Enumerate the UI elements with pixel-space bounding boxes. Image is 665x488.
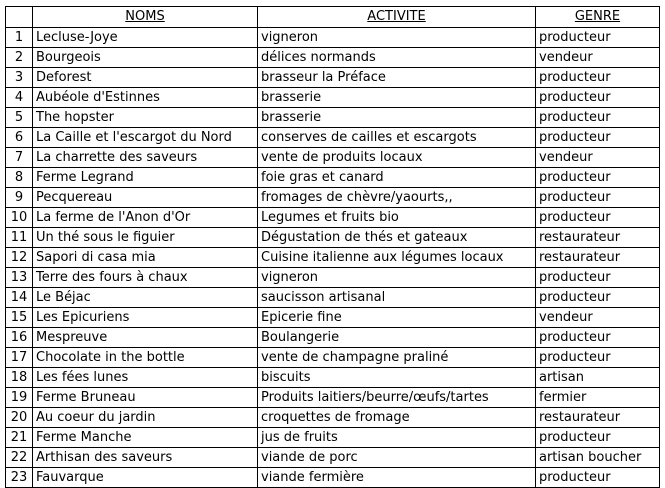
activite-cell[interactable]: Cuisine italienne aux légumes locaux <box>258 248 536 268</box>
genre-cell[interactable]: producteur <box>536 468 660 488</box>
table-row <box>6 268 660 288</box>
activite-cell[interactable]: conserves de cailles et escargots <box>258 128 536 148</box>
header-genre[interactable]: GENRE <box>536 7 660 28</box>
genre-cell[interactable]: producteur <box>536 268 660 288</box>
activite-cell[interactable]: brasseur la Préface <box>258 68 536 88</box>
row-number-cell[interactable]: 19 <box>6 388 33 408</box>
table-row <box>6 208 660 228</box>
row-number-cell[interactable]: 18 <box>6 368 33 388</box>
nom-cell[interactable]: Les Epicuriens <box>33 308 258 328</box>
table-row <box>6 68 660 88</box>
activite-cell[interactable]: biscuits <box>258 368 536 388</box>
table-row <box>6 28 660 48</box>
table-row <box>6 188 660 208</box>
nom-cell[interactable]: La Caille et l'escargot du Nord <box>33 128 258 148</box>
table-row <box>6 288 660 308</box>
genre-cell[interactable]: restaurateur <box>536 228 660 248</box>
nom-cell[interactable]: Fauvarque <box>33 468 258 488</box>
table-row <box>6 308 660 328</box>
table-row <box>6 48 660 68</box>
genre-cell[interactable]: producteur <box>536 288 660 308</box>
activite-cell[interactable]: vigneron <box>258 28 536 48</box>
genre-cell[interactable]: producteur <box>536 68 660 88</box>
table-row <box>6 248 660 268</box>
nom-cell[interactable]: Chocolate in the bottle <box>33 348 258 368</box>
nom-cell[interactable]: Un thé sous le figuier <box>33 228 258 248</box>
genre-cell[interactable]: producteur <box>536 328 660 348</box>
row-number-cell[interactable]: 21 <box>6 428 33 448</box>
nom-cell[interactable]: Arthisan des saveurs <box>33 448 258 468</box>
table-row <box>6 328 660 348</box>
table-row <box>6 368 660 388</box>
table-row <box>6 388 660 408</box>
nom-cell[interactable]: La ferme de l'Anon d'Or <box>33 208 258 228</box>
nom-cell[interactable]: Mespreuve <box>33 328 258 348</box>
row-number-cell[interactable]: 8 <box>6 168 33 188</box>
row-number-cell[interactable]: 1 <box>6 28 33 48</box>
nom-cell[interactable]: Ferme Bruneau <box>33 388 258 408</box>
nom-cell[interactable]: Bourgeois <box>33 48 258 68</box>
table-row <box>6 148 660 168</box>
genre-cell[interactable]: producteur <box>536 128 660 148</box>
activite-cell[interactable]: saucisson artisanal <box>258 288 536 308</box>
activite-cell[interactable]: Dégustation de thés et gateaux <box>258 228 536 248</box>
row-number-cell[interactable]: 7 <box>6 148 33 168</box>
activite-cell[interactable]: brasserie <box>258 108 536 128</box>
genre-cell[interactable]: producteur <box>536 28 660 48</box>
table-row <box>6 448 660 468</box>
nom-cell[interactable]: Terre des fours à chaux <box>33 268 258 288</box>
table-row <box>6 428 660 448</box>
row-number-cell[interactable]: 6 <box>6 128 33 148</box>
genre-cell[interactable]: producteur <box>536 168 660 188</box>
activite-cell[interactable]: Boulangerie <box>258 328 536 348</box>
row-number-cell[interactable]: 2 <box>6 48 33 68</box>
activite-cell[interactable]: vente de produits locaux <box>258 148 536 168</box>
nom-cell[interactable]: Pecquereau <box>33 188 258 208</box>
nom-cell[interactable]: Ferme Manche <box>33 428 258 448</box>
nom-cell[interactable]: Le Béjac <box>33 288 258 308</box>
activite-cell[interactable]: foie gras et canard <box>258 168 536 188</box>
activite-cell[interactable]: vigneron <box>258 268 536 288</box>
nom-cell[interactable]: Deforest <box>33 68 258 88</box>
activite-cell[interactable]: viande fermière <box>258 468 536 488</box>
activite-cell[interactable]: fromages de chèvre/yaourts,, <box>258 188 536 208</box>
spreadsheet-table <box>5 6 660 488</box>
nom-cell[interactable]: Lecluse-Joye <box>33 28 258 48</box>
row-number-cell[interactable]: 9 <box>6 188 33 208</box>
header-number <box>6 7 33 28</box>
activite-cell[interactable]: vente de champagne praliné <box>258 348 536 368</box>
table-row <box>6 88 660 108</box>
activite-cell[interactable]: Epicerie fine <box>258 308 536 328</box>
nom-cell[interactable]: Sapori di casa mia <box>33 248 258 268</box>
nom-cell[interactable]: Les fées lunes <box>33 368 258 388</box>
row-number-cell[interactable]: 13 <box>6 268 33 288</box>
nom-cell[interactable]: Ferme Legrand <box>33 168 258 188</box>
table-row <box>6 108 660 128</box>
table-row <box>6 228 660 248</box>
header-activite[interactable]: ACTIVITE <box>258 7 536 28</box>
genre-cell[interactable]: restaurateur <box>536 408 660 428</box>
row-number-cell[interactable]: 16 <box>6 328 33 348</box>
row-number-cell[interactable]: 5 <box>6 108 33 128</box>
activite-cell[interactable]: croquettes de fromage <box>258 408 536 428</box>
genre-cell[interactable]: vendeur <box>536 48 660 68</box>
header-row <box>6 7 660 28</box>
table-row <box>6 348 660 368</box>
table-row <box>6 128 660 148</box>
table-row <box>6 168 660 188</box>
row-number-cell[interactable]: 10 <box>6 208 33 228</box>
genre-cell[interactable]: producteur <box>536 88 660 108</box>
genre-cell[interactable]: restaurateur <box>536 248 660 268</box>
genre-cell[interactable]: producteur <box>536 428 660 448</box>
activite-cell[interactable]: jus de fruits <box>258 428 536 448</box>
table-row <box>6 408 660 428</box>
header-noms[interactable]: NOMS <box>33 7 258 28</box>
nom-cell[interactable]: Aubéole d'Estinnes <box>33 88 258 108</box>
nom-cell[interactable]: Au coeur du jardin <box>33 408 258 428</box>
nom-cell[interactable]: La charrette des saveurs <box>33 148 258 168</box>
activite-cell[interactable]: Legumes et fruits bio <box>258 208 536 228</box>
activite-cell[interactable]: brasserie <box>258 88 536 108</box>
genre-cell[interactable]: vendeur <box>536 148 660 168</box>
nom-cell[interactable]: The hopster <box>33 108 258 128</box>
row-number-cell[interactable]: 22 <box>6 448 33 468</box>
activite-cell[interactable]: délices normands <box>258 48 536 68</box>
genre-cell[interactable]: producteur <box>536 348 660 368</box>
row-number-cell[interactable]: 15 <box>6 308 33 328</box>
table-row <box>6 468 660 488</box>
genre-cell[interactable]: vendeur <box>536 308 660 328</box>
activite-cell[interactable]: viande de porc <box>258 448 536 468</box>
genre-cell[interactable]: artisan boucher <box>536 448 660 468</box>
row-number-cell[interactable]: 12 <box>6 248 33 268</box>
activite-cell[interactable]: Produits laitiers/beurre/œufs/tartes <box>258 388 536 408</box>
row-number-cell[interactable]: 14 <box>6 288 33 308</box>
genre-cell[interactable]: producteur <box>536 108 660 128</box>
row-number-cell[interactable]: 20 <box>6 408 33 428</box>
row-number-cell[interactable]: 23 <box>6 468 33 488</box>
genre-cell[interactable]: fermier <box>536 388 660 408</box>
genre-cell[interactable]: producteur <box>536 188 660 208</box>
row-number-cell[interactable]: 11 <box>6 228 33 248</box>
genre-cell[interactable]: artisan <box>536 368 660 388</box>
row-number-cell[interactable]: 3 <box>6 68 33 88</box>
genre-cell[interactable]: producteur <box>536 208 660 228</box>
row-number-cell[interactable]: 4 <box>6 88 33 108</box>
row-number-cell[interactable]: 17 <box>6 348 33 368</box>
